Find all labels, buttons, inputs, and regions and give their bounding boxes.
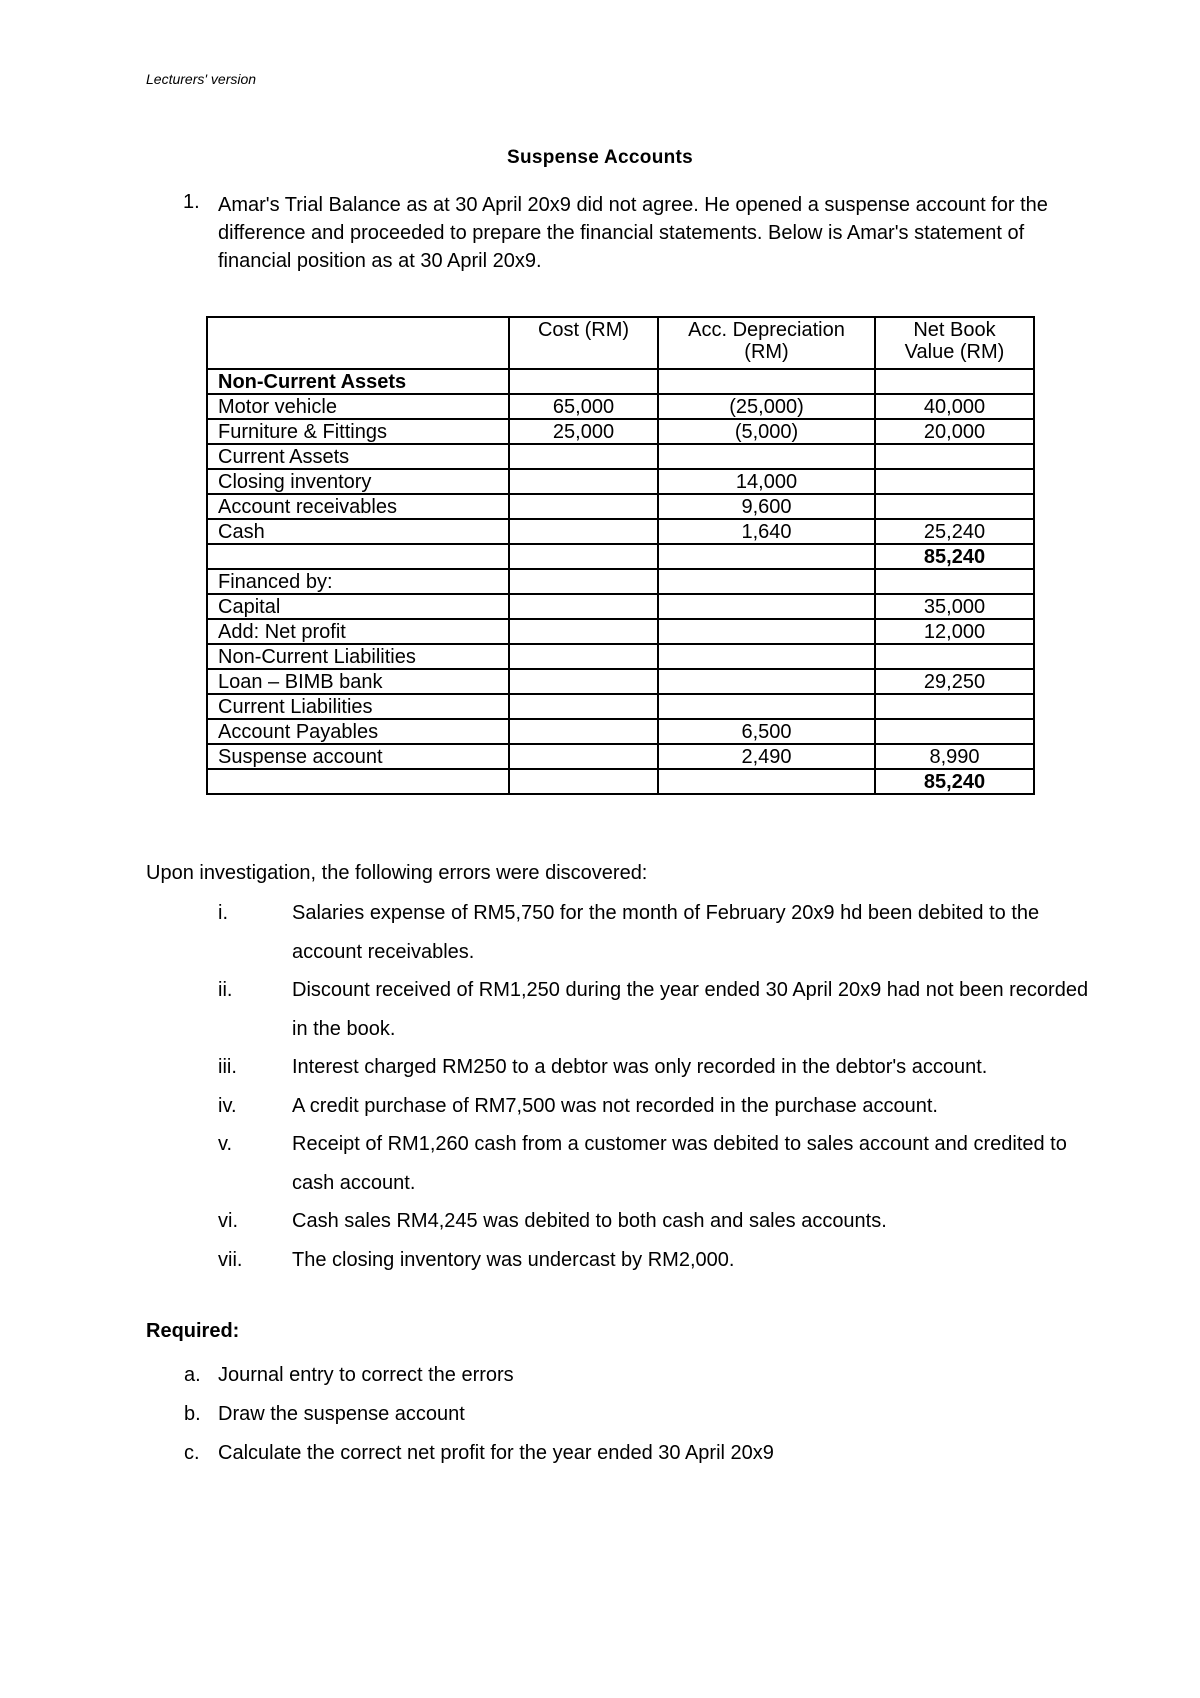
error-text: Interest charged RM250 to a debtor was only recorded in the debtor's account.: [292, 1056, 988, 1078]
table-row: [207, 569, 1034, 594]
row-label: Cash: [207, 519, 509, 544]
net-book-value-cell: [875, 469, 1034, 494]
net-book-value-cell: 29,250: [875, 669, 1034, 694]
table-row: [207, 494, 1034, 519]
required-heading: Required:: [146, 1320, 240, 1342]
error-text: Cash sales RM4,245 was debited to both cash and sales accounts.: [292, 1210, 887, 1232]
depreciation-cell: 6,500: [658, 719, 875, 744]
depreciation-cell: [658, 769, 875, 794]
error-number: iii.: [218, 1056, 237, 1078]
depreciation-cell: [658, 619, 875, 644]
row-label: Capital: [207, 594, 509, 619]
error-text: Salaries expense of RM5,750 for the month of February 20x9 hd been debited to the account receivables.: [292, 902, 1040, 963]
error-number: v.: [218, 1133, 233, 1155]
depreciation-cell: [658, 444, 875, 469]
financial-position-table: [206, 316, 1035, 795]
error-item: [146, 1087, 1106, 1126]
table-row: [207, 744, 1034, 769]
depreciation-cell: [658, 369, 875, 394]
required-item-letter: b.: [184, 1403, 201, 1425]
row-label: Closing inventory: [207, 469, 509, 494]
required-item: [146, 1395, 1106, 1434]
table-row: [207, 419, 1034, 444]
depreciation-cell: [658, 644, 875, 669]
row-label: Account Payables: [207, 719, 509, 744]
row-label: Furniture & Fittings: [207, 419, 509, 444]
cost-cell: [509, 544, 658, 569]
header-cell-depreciation: Acc. Depreciation (RM): [658, 317, 875, 369]
cost-cell: [509, 644, 658, 669]
question-number: 1.: [183, 191, 200, 213]
cost-cell: [509, 369, 658, 394]
depreciation-cell: 14,000: [658, 469, 875, 494]
net-book-value-cell: [875, 444, 1034, 469]
error-text: The closing inventory was undercast by RM2,000.: [292, 1248, 735, 1271]
error-text: A credit purchase of RM7,500 was not recorded in the purchase account.: [292, 1094, 938, 1117]
table-row: [207, 394, 1034, 419]
error-number: ii.: [218, 979, 233, 1001]
row-label: Financed by:: [207, 569, 509, 594]
net-book-value-cell: [875, 644, 1034, 669]
error-number: vi.: [218, 1210, 238, 1232]
net-book-value-cell: 85,240: [875, 769, 1034, 794]
errors-list: [146, 894, 1106, 1279]
net-book-value-cell: 12,000: [875, 619, 1034, 644]
row-label: Current Assets: [207, 444, 509, 469]
table-row: [207, 769, 1034, 794]
page-title: Suspense Accounts: [507, 147, 693, 168]
error-text: Discount received of RM1,250 during the year ended 30 April 20x9 had not been recorded in the book.: [292, 979, 1089, 1040]
required-list: [146, 1356, 1106, 1473]
table-row: [207, 719, 1034, 744]
header-cell-label: [207, 317, 509, 369]
question-text: Amar's Trial Balance as at 30 April 20x9 did not agree. He opened a suspense account for the difference and proceeded to prepare the financial statements. Below is Amar's statement of financial position as at 30 April 20x9.: [218, 194, 1048, 272]
net-book-value-cell: [875, 569, 1034, 594]
depreciation-cell: (25,000): [658, 394, 875, 419]
depreciation-cell: 9,600: [658, 494, 875, 519]
depreciation-cell: [658, 569, 875, 594]
required-item-text: Calculate the correct net profit for the year ended 30 April 20x9: [218, 1442, 774, 1464]
row-label: Account receivables: [207, 494, 509, 519]
row-label: [207, 769, 509, 794]
cost-cell: [509, 494, 658, 519]
page-header: Lecturers' version: [146, 71, 257, 87]
net-book-value-cell: [875, 369, 1034, 394]
row-label: Loan – BIMB bank: [207, 669, 509, 694]
depreciation-cell: (5,000): [658, 419, 875, 444]
header-cell-cost: Cost (RM): [509, 317, 658, 369]
cost-cell: [509, 444, 658, 469]
row-label: Non-Current Liabilities: [207, 644, 509, 669]
required-item: [146, 1356, 1106, 1395]
cost-cell: [509, 569, 658, 594]
required-item-letter: a.: [184, 1364, 201, 1386]
required-item: [146, 1434, 1106, 1473]
table-header-row: [207, 317, 1034, 369]
net-book-value-cell: 20,000: [875, 419, 1034, 444]
row-label: Non-Current Assets: [207, 369, 509, 394]
cost-cell: [509, 769, 658, 794]
error-item: [146, 1125, 1106, 1202]
error-item: [146, 894, 1106, 971]
error-text: Receipt of RM1,260 cash from a customer was debited to sales account and credited to cash account.: [292, 1133, 1067, 1194]
net-book-value-cell: [875, 494, 1034, 519]
net-book-value-cell: 40,000: [875, 394, 1034, 419]
table-row: [207, 444, 1034, 469]
table-row: [207, 644, 1034, 669]
cost-cell: 25,000: [509, 419, 658, 444]
depreciation-cell: [658, 694, 875, 719]
cost-cell: [509, 594, 658, 619]
row-label: [207, 544, 509, 569]
cost-cell: [509, 719, 658, 744]
row-label: Suspense account: [207, 744, 509, 769]
errors-intro: Upon investigation, the following errors were discovered:: [146, 862, 648, 884]
net-book-value-cell: [875, 719, 1034, 744]
error-number: vii.: [218, 1248, 243, 1271]
table-row: [207, 469, 1034, 494]
table-row: [207, 694, 1034, 719]
error-item: [146, 1241, 1106, 1280]
cost-cell: [509, 694, 658, 719]
header-cell-net-book-value: Net Book Value (RM): [875, 317, 1034, 369]
row-label: Motor vehicle: [207, 394, 509, 419]
error-item: [146, 1202, 1106, 1241]
table-row: [207, 594, 1034, 619]
depreciation-cell: [658, 669, 875, 694]
cost-cell: [509, 744, 658, 769]
table-row: [207, 669, 1034, 694]
required-item-text: Draw the suspense account: [218, 1403, 465, 1425]
depreciation-cell: [658, 544, 875, 569]
required-item-letter: c.: [184, 1442, 200, 1464]
net-book-value-cell: 8,990: [875, 744, 1034, 769]
net-book-value-cell: 85,240: [875, 544, 1034, 569]
table-row: [207, 619, 1034, 644]
cost-cell: [509, 669, 658, 694]
cost-cell: 65,000: [509, 394, 658, 419]
cost-cell: [509, 469, 658, 494]
table-row: [207, 369, 1034, 394]
required-item-text: Journal entry to correct the errors: [218, 1364, 514, 1386]
table-row: [207, 544, 1034, 569]
row-label: Current Liabilities: [207, 694, 509, 719]
cost-cell: [509, 619, 658, 644]
depreciation-cell: [658, 594, 875, 619]
error-number: i.: [218, 902, 228, 924]
row-label: Add: Net profit: [207, 619, 509, 644]
table-row: [207, 519, 1034, 544]
net-book-value-cell: 25,240: [875, 519, 1034, 544]
cost-cell: [509, 519, 658, 544]
net-book-value-cell: 35,000: [875, 594, 1034, 619]
error-item: [146, 1048, 1106, 1087]
net-book-value-cell: [875, 694, 1034, 719]
depreciation-cell: 1,640: [658, 519, 875, 544]
error-number: iv.: [218, 1094, 237, 1117]
depreciation-cell: 2,490: [658, 744, 875, 769]
error-item: [146, 971, 1106, 1048]
